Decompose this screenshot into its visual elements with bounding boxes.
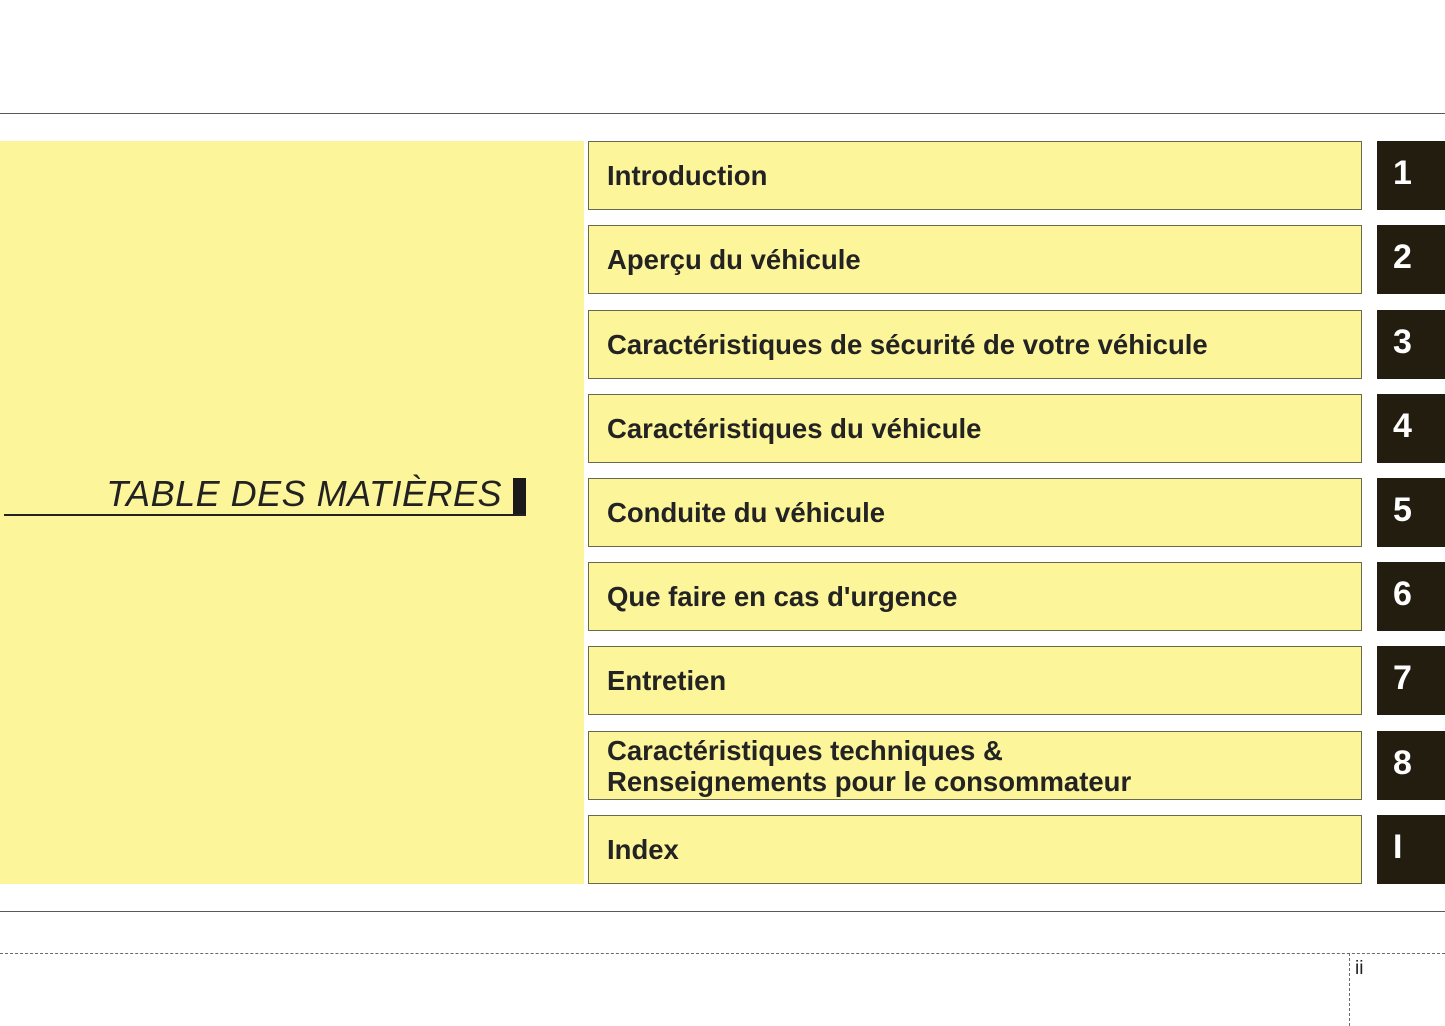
chapter-number: I <box>1393 827 1403 866</box>
chapter-tab-4[interactable] <box>1377 394 1445 463</box>
toc-title: TABLE DES MATIÈRES <box>106 473 502 514</box>
chapter-tab-2[interactable] <box>1377 225 1445 294</box>
chapter-row-1[interactable] <box>588 141 1445 210</box>
chapter-link-entretien[interactable] <box>588 646 1362 715</box>
chapter-tab-1[interactable] <box>1377 141 1445 210</box>
chapter-row-6[interactable] <box>588 562 1445 631</box>
chapter-tab-7[interactable] <box>1377 646 1445 715</box>
chapter-link-conduite[interactable] <box>588 478 1362 547</box>
chapter-link-caracteristiques[interactable] <box>588 394 1362 463</box>
chapter-number: 1 <box>1393 153 1412 192</box>
chapter-row-7[interactable] <box>588 646 1445 715</box>
chapter-number: 3 <box>1393 322 1412 361</box>
chapter-label: Index <box>607 834 679 865</box>
chapter-link-urgence[interactable] <box>588 562 1362 631</box>
chapter-row-4[interactable] <box>588 394 1445 463</box>
chapter-number: 7 <box>1393 658 1412 697</box>
chapter-label: Entretien <box>607 665 727 696</box>
chapter-label: Caractéristiques de sécurité de votre véhicule <box>607 329 1208 360</box>
chapter-label: Caractéristiques du véhicule <box>607 413 982 444</box>
chapter-link-index[interactable] <box>588 815 1362 884</box>
chapter-tab-8[interactable] <box>1377 731 1445 800</box>
chapter-row-index[interactable] <box>588 815 1445 884</box>
chapter-tab-5[interactable] <box>1377 478 1445 547</box>
title-marker <box>513 478 526 514</box>
chapter-label: Introduction <box>607 160 768 191</box>
chapter-label: Que faire en cas d'urgence <box>607 581 958 612</box>
chapter-label: Aperçu du véhicule <box>607 244 861 275</box>
chapter-row-2[interactable] <box>588 225 1445 294</box>
chapter-row-5[interactable] <box>588 478 1445 547</box>
chapter-label: Caractéristiques techniques & Renseignements pour le consommateur <box>607 734 1132 797</box>
chapter-number: 6 <box>1393 574 1412 613</box>
chapter-row-8[interactable] <box>588 731 1445 800</box>
dashed-divider <box>1349 953 1350 1026</box>
chapter-link-techniques[interactable] <box>588 731 1362 800</box>
chapter-tab-3[interactable] <box>1377 310 1445 379</box>
chapter-number: 4 <box>1393 406 1412 445</box>
chapter-link-introduction[interactable] <box>588 141 1362 210</box>
chapter-tab-6[interactable] <box>1377 562 1445 631</box>
chapter-number: 5 <box>1393 490 1412 529</box>
chapter-row-3[interactable] <box>588 310 1445 379</box>
bottom-rule <box>0 911 1445 912</box>
chapter-label: Conduite du véhicule <box>607 497 886 528</box>
top-rule <box>0 113 1445 114</box>
chapter-link-apercu[interactable] <box>588 225 1362 294</box>
chapter-link-securite[interactable] <box>588 310 1362 379</box>
chapter-number: 2 <box>1393 237 1412 276</box>
chapter-number: 8 <box>1393 743 1412 782</box>
dashed-rule <box>0 953 1445 954</box>
toc-title-area <box>4 474 526 516</box>
chapter-tab-index[interactable] <box>1377 815 1445 884</box>
page-number: ii <box>1355 958 1364 979</box>
